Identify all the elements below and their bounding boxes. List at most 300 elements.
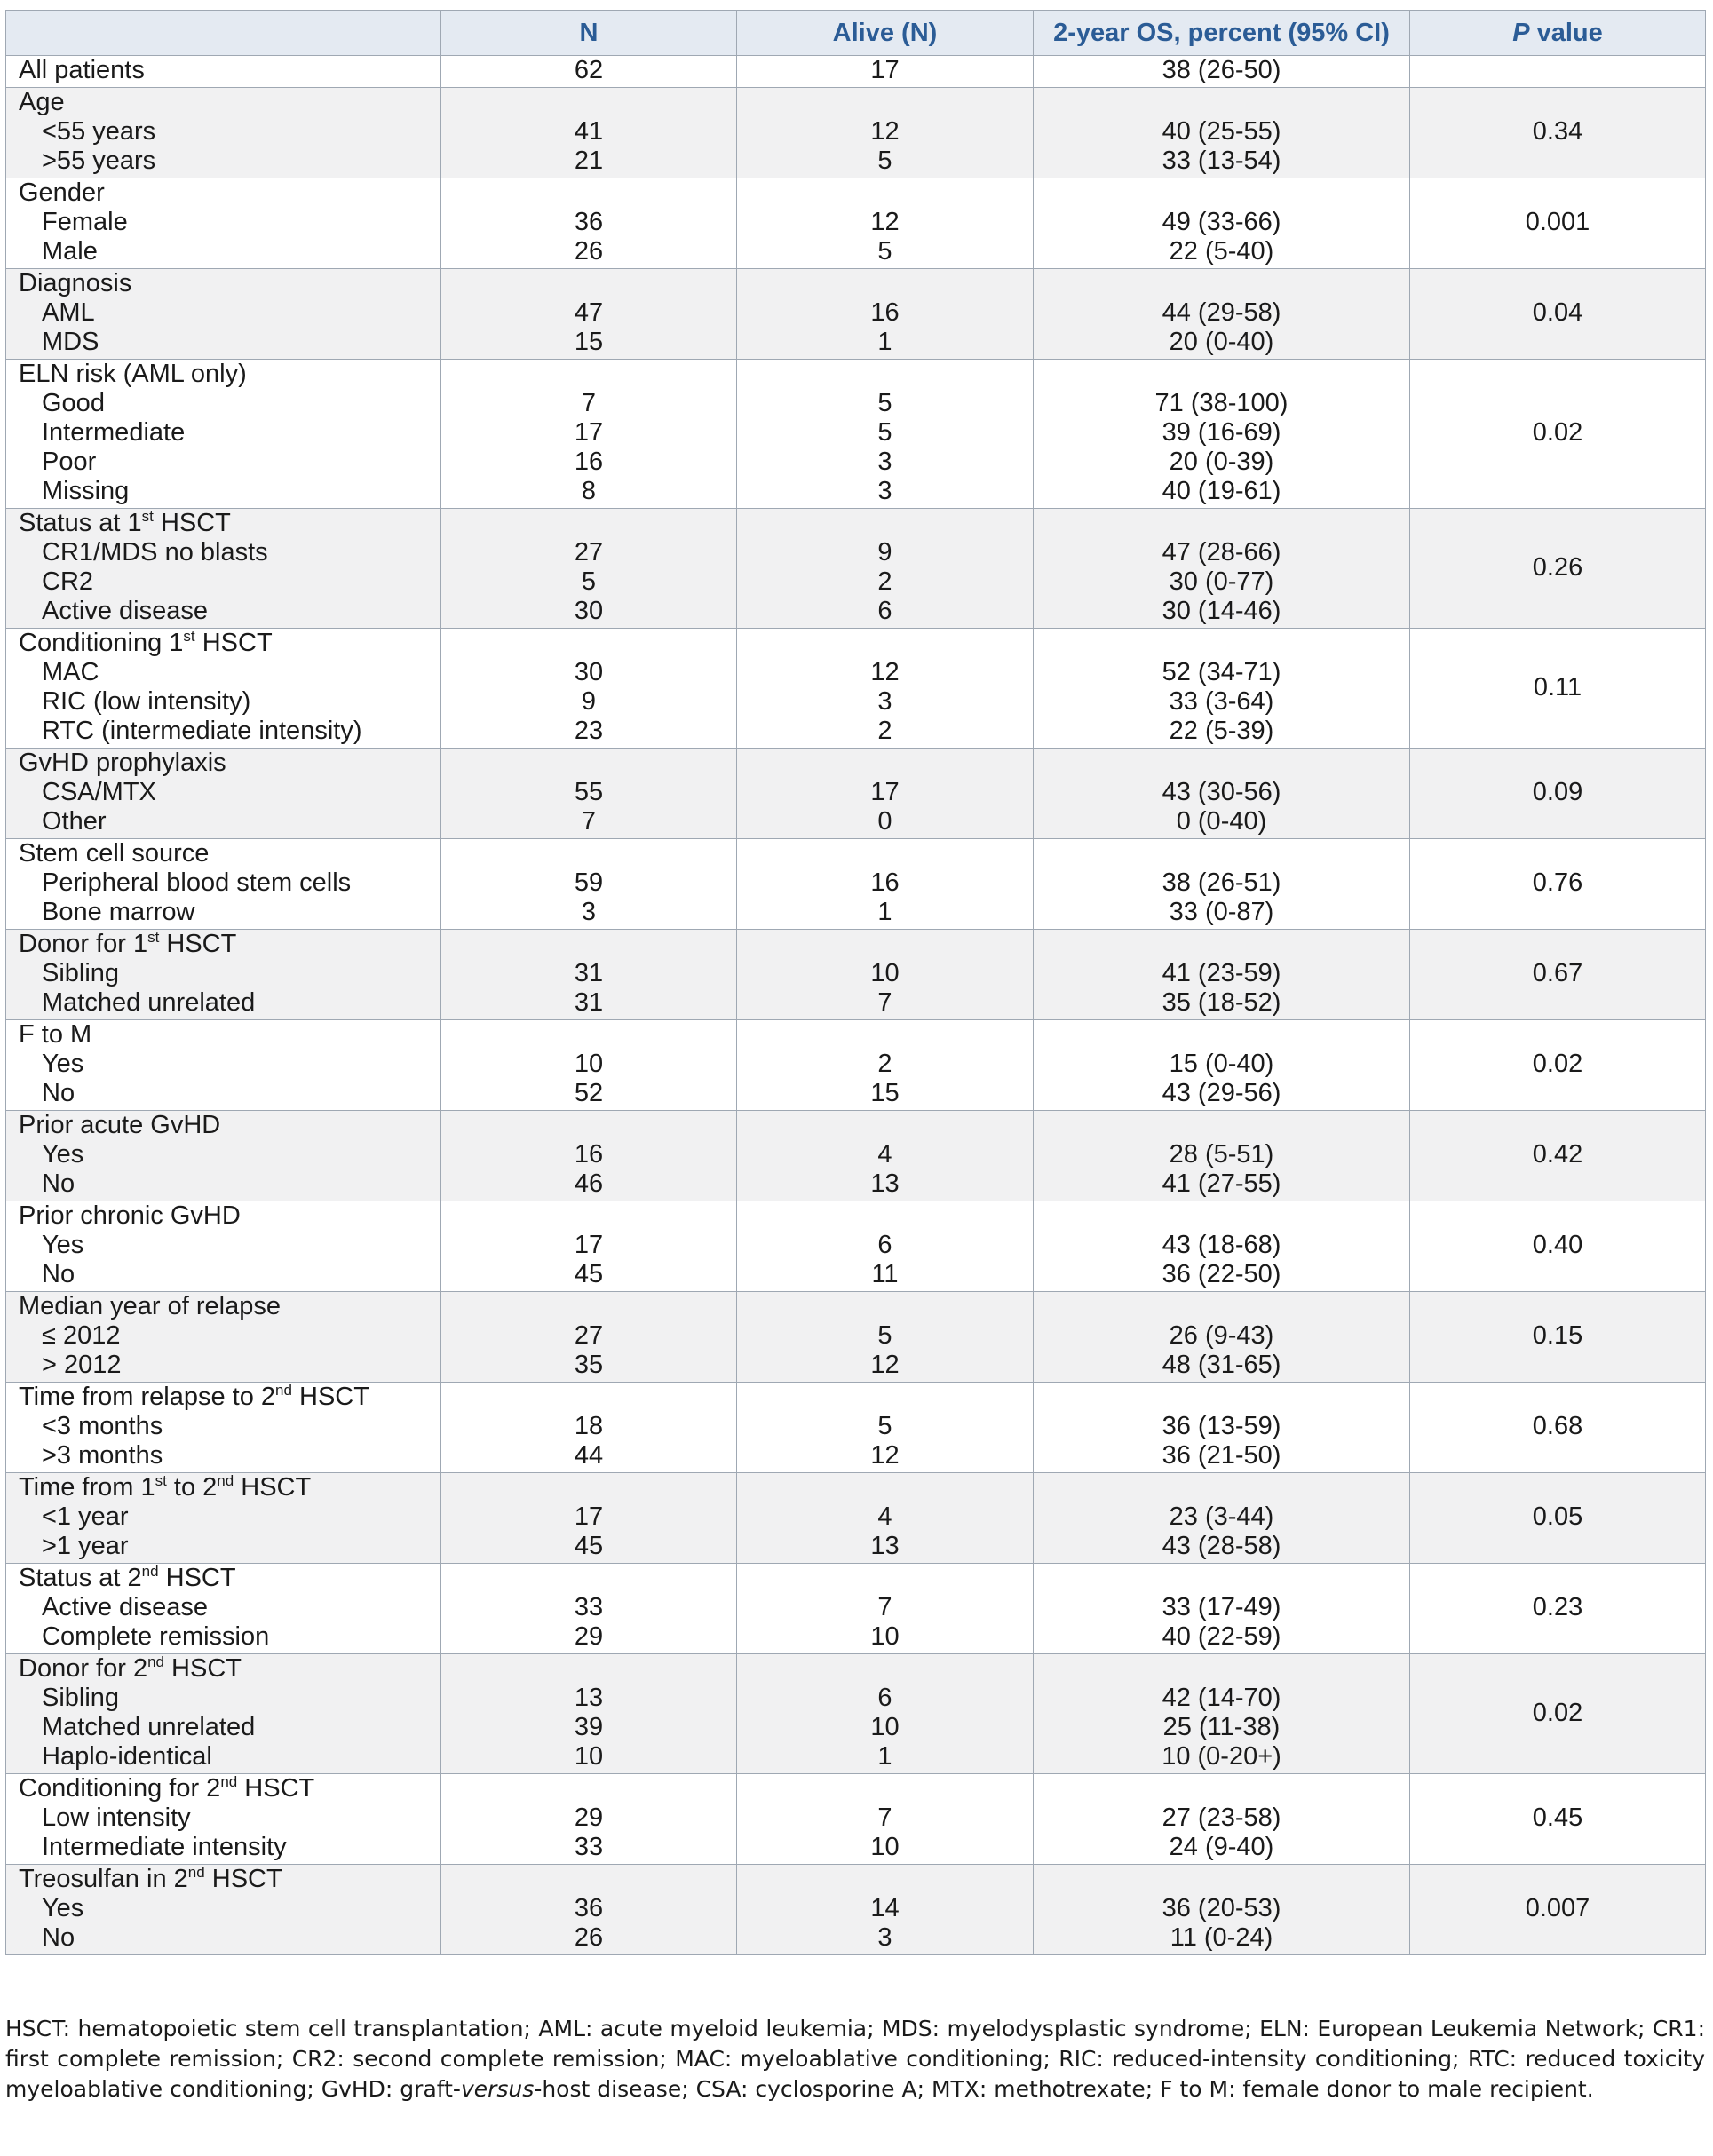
header-variable (6, 11, 441, 56)
alive-cell-value: 6 (877, 1684, 892, 1712)
group-label-text: to 2 (166, 1473, 218, 1502)
row-label-cell (6, 1654, 441, 1774)
footnote-text-a: HSCT: hematopoietic stem cell transplantation; AML: acute myeloid leukemia; MDS: myelodysplastic syndrome; ELN: European Leukemia Network; CR1: first complete remission; CR2: second complete remission; MAC: myeloablative conditioning; RIC: reduced-intensity conditioning; RTC: reduced toxicity myeloablative conditioning; GvHD: graft- (5, 2016, 1705, 2102)
n-cell-value: 27 (574, 1321, 604, 1350)
pvalue: 0.02 (1532, 1050, 1583, 1078)
ordinal-suffix: st (141, 508, 154, 525)
pvalue-cell (1410, 749, 1706, 839)
alive-cell-value: 6 (877, 1231, 892, 1259)
alive-cell-value: 15 (870, 1079, 900, 1107)
spacer (1034, 1564, 1409, 1593)
alive-cell-value: 16 (870, 298, 900, 327)
os-cell-value: 71 (38-100) (1154, 389, 1289, 417)
subgroup-label: CR2 (42, 567, 94, 596)
n-cell-value: 45 (574, 1260, 604, 1288)
pvalue-cell (1410, 178, 1706, 269)
n-cell-value: 3 (581, 898, 597, 926)
footnote-text-b: -host disease; CSA: cyclosporine A; MTX: methotrexate; F to M: female donor to male recipient. (534, 2076, 1594, 2102)
spacer (1034, 509, 1409, 538)
alive-cell-value: 1 (877, 328, 892, 356)
alive-cell (737, 930, 1034, 1020)
os-cell-value: 25 (11-38) (1162, 1713, 1281, 1741)
ordinal-suffix: nd (220, 1773, 238, 1790)
spacer (1034, 839, 1409, 868)
group-label-text: Donor for 1 (19, 930, 148, 958)
pvalue: 0.68 (1532, 1412, 1583, 1440)
subgroup-label: Yes (42, 1140, 84, 1169)
spacer (441, 1020, 736, 1050)
n-cell-value: 35 (574, 1351, 604, 1379)
os-cell (1034, 1654, 1410, 1774)
subgroup-label: Peripheral blood stem cells (42, 868, 352, 897)
spacer (441, 509, 736, 538)
header-n: N (441, 11, 737, 56)
os-cell-value: 43 (30-56) (1162, 778, 1281, 806)
row-label-cell (6, 1865, 441, 1955)
spacer (1034, 1020, 1409, 1050)
os-cell-value: 49 (33-66) (1162, 208, 1281, 236)
row-label-cell (6, 1774, 441, 1865)
os-cell (1034, 1020, 1410, 1111)
spacer (441, 1774, 736, 1803)
pvalue-cell (1410, 88, 1706, 178)
group-label (19, 1774, 440, 1803)
pvalue-cell (1410, 1865, 1706, 1955)
group-label-text: Age (19, 88, 65, 116)
row-label-cell (6, 1383, 441, 1473)
spacer (737, 1865, 1033, 1894)
pvalue: 0.42 (1532, 1140, 1583, 1169)
spacer (1034, 1473, 1409, 1502)
group-label-text: Median year of relapse (19, 1292, 281, 1320)
alive-cell-value: 5 (877, 389, 892, 417)
spacer (1034, 1201, 1409, 1231)
group-label (19, 839, 440, 868)
table-row (6, 1111, 1706, 1201)
n-cell-value: 16 (574, 448, 604, 476)
alive-cell (737, 1654, 1034, 1774)
os-cell-value: 40 (22-59) (1162, 1622, 1281, 1651)
spacer (1034, 269, 1409, 298)
alive-cell-value: 10 (870, 959, 900, 987)
n-cell-value: 9 (581, 687, 597, 716)
subgroup-label: MDS (42, 328, 99, 356)
pvalue-cell (1410, 56, 1706, 88)
n-cell-value: 59 (574, 868, 604, 897)
alive-cell-value: 11 (871, 1260, 899, 1288)
alive-cell-value: 17 (870, 56, 900, 84)
group-label-text: Prior acute GvHD (19, 1111, 221, 1139)
os-cell-value: 33 (0-87) (1169, 898, 1274, 926)
os-cell-value: 33 (17-49) (1162, 1593, 1281, 1621)
spacer (737, 360, 1033, 389)
spacer (441, 1865, 736, 1894)
alive-cell-value: 3 (877, 1923, 892, 1952)
subgroup-label: Intermediate intensity (42, 1833, 287, 1861)
pvalue-cell (1410, 1654, 1706, 1774)
os-cell-value: 33 (13-54) (1162, 147, 1281, 175)
header-pvalue-rest: value (1529, 18, 1603, 47)
row-label-cell (6, 269, 441, 360)
alive-cell (737, 1865, 1034, 1955)
spacer (737, 1654, 1033, 1684)
subgroup-label: RTC (intermediate intensity) (42, 717, 362, 745)
spacer (737, 749, 1033, 778)
group-label (19, 1654, 440, 1684)
alive-cell (737, 1564, 1034, 1654)
n-cell-value: 18 (574, 1412, 604, 1440)
subgroup-label: Intermediate (42, 418, 186, 447)
group-label-text: Status at 1 (19, 509, 142, 537)
os-cell-value: 10 (0-20+) (1162, 1742, 1281, 1771)
os-cell-value: 36 (22-50) (1162, 1260, 1281, 1288)
survival-table (5, 10, 1706, 1955)
pvalue: 0.09 (1532, 778, 1583, 806)
subgroup-label: RIC (low intensity) (42, 687, 251, 716)
pvalue-cell (1410, 269, 1706, 360)
table-row (6, 1473, 1706, 1564)
pvalue: 0.40 (1532, 1231, 1583, 1259)
ordinal-suffix: st (155, 1472, 167, 1489)
os-cell-value: 43 (28-58) (1162, 1532, 1281, 1560)
subgroup-label: Missing (42, 477, 130, 505)
subgroup-label: AML (42, 298, 95, 327)
pvalue-cell (1410, 1111, 1706, 1201)
n-cell (441, 1774, 737, 1865)
n-cell (441, 178, 737, 269)
n-cell (441, 1654, 737, 1774)
table-row (6, 509, 1706, 629)
row-label-cell (6, 360, 441, 509)
pvalue-cell (1410, 1774, 1706, 1865)
os-cell (1034, 178, 1410, 269)
n-cell (441, 930, 737, 1020)
group-label (19, 269, 440, 298)
subgroup-label: Matched unrelated (42, 1713, 256, 1741)
pvalue: 0.15 (1532, 1321, 1583, 1350)
pvalue-cell (1410, 1473, 1706, 1564)
ordinal-suffix: nd (275, 1382, 292, 1399)
os-cell-value: 47 (28-66) (1162, 538, 1281, 567)
n-cell-value: 27 (574, 538, 604, 567)
subgroup-label: Sibling (42, 1684, 120, 1712)
pvalue-cell (1410, 629, 1706, 749)
n-cell-value: 31 (574, 988, 604, 1017)
alive-cell-value: 7 (877, 1803, 892, 1832)
os-cell (1034, 1865, 1410, 1955)
os-cell (1034, 269, 1410, 360)
n-cell-value: 33 (574, 1833, 604, 1861)
spacer (737, 930, 1033, 959)
pvalue: 0.76 (1532, 868, 1583, 897)
os-cell (1034, 509, 1410, 629)
alive-cell-value: 3 (877, 477, 892, 505)
alive-cell-value: 5 (877, 147, 892, 175)
n-cell-value: 17 (574, 418, 604, 447)
spacer (1034, 1774, 1409, 1803)
spacer (1034, 360, 1409, 389)
subgroup-label: CR1/MDS no blasts (42, 538, 268, 567)
spacer (737, 1020, 1033, 1050)
n-cell (441, 1473, 737, 1564)
n-cell (441, 1111, 737, 1201)
group-label (19, 509, 440, 538)
n-cell-value: 52 (574, 1079, 604, 1107)
spacer (1034, 1865, 1409, 1894)
n-cell (441, 88, 737, 178)
spacer (441, 1473, 736, 1502)
alive-cell-value: 7 (877, 988, 892, 1017)
group-label-text: Conditioning for 2 (19, 1774, 221, 1803)
alive-cell-value: 17 (870, 778, 900, 806)
group-label-text: HSCT (234, 1473, 312, 1502)
subgroup-label: Haplo-identical (42, 1742, 212, 1771)
n-cell-value: 13 (574, 1684, 604, 1712)
pvalue: 0.04 (1532, 298, 1583, 327)
spacer (1034, 749, 1409, 778)
group-label-text: Time from 1 (19, 1473, 155, 1502)
subgroup-label: Yes (42, 1231, 84, 1259)
pvalue-cell (1410, 1201, 1706, 1292)
alive-cell-value: 4 (877, 1140, 892, 1169)
os-cell-value: 40 (19-61) (1162, 477, 1281, 505)
group-label-text: HSCT (237, 1774, 315, 1803)
table-row (6, 56, 1706, 88)
group-label-text: F to M (19, 1020, 92, 1049)
subgroup-label: Matched unrelated (42, 988, 256, 1017)
os-cell-value: 15 (0-40) (1169, 1050, 1274, 1078)
subgroup-label: MAC (42, 658, 99, 686)
n-cell-value: 16 (574, 1140, 604, 1169)
table-row (6, 839, 1706, 930)
table-container (5, 10, 1705, 1955)
alive-cell (737, 1111, 1034, 1201)
subgroup-label: Female (42, 208, 128, 236)
table-row (6, 1564, 1706, 1654)
group-label (19, 88, 440, 117)
os-cell (1034, 360, 1410, 509)
spacer (441, 269, 736, 298)
spacer (441, 1111, 736, 1140)
table-row (6, 1654, 1706, 1774)
n-cell-value: 7 (581, 389, 597, 417)
ordinal-suffix: nd (147, 1653, 164, 1670)
spacer (737, 509, 1033, 538)
group-label (19, 56, 440, 85)
alive-cell-value: 10 (870, 1622, 900, 1651)
row-label-cell (6, 56, 441, 88)
group-label (19, 1020, 440, 1050)
subgroup-label: Yes (42, 1050, 84, 1078)
group-label-text: HSCT (291, 1383, 369, 1411)
pvalue: 0.05 (1532, 1502, 1583, 1531)
os-cell-value: 39 (16-69) (1162, 418, 1281, 447)
n-cell-value: 7 (581, 807, 597, 836)
row-label-cell (6, 178, 441, 269)
os-cell-value: 20 (0-39) (1169, 448, 1274, 476)
table-row (6, 88, 1706, 178)
group-label-text: Stem cell source (19, 839, 210, 868)
os-cell-value: 22 (5-39) (1169, 717, 1274, 745)
pvalue-cell (1410, 1292, 1706, 1383)
alive-cell-value: 4 (877, 1502, 892, 1531)
spacer (737, 1564, 1033, 1593)
ordinal-suffix: nd (187, 1864, 205, 1881)
n-cell (441, 1292, 737, 1383)
alive-cell-value: 12 (870, 658, 900, 686)
pvalue-cell (1410, 1383, 1706, 1473)
pvalue: 0.34 (1532, 117, 1583, 146)
n-cell-value: 17 (574, 1231, 604, 1259)
alive-cell-value: 2 (877, 717, 892, 745)
subgroup-label: <1 year (42, 1502, 129, 1531)
spacer (1034, 178, 1409, 208)
row-label-cell (6, 629, 441, 749)
subgroup-label: Active disease (42, 1593, 208, 1621)
spacer (737, 1774, 1033, 1803)
n-cell (441, 360, 737, 509)
n-cell-value: 36 (574, 1894, 604, 1922)
pvalue: 0.26 (1532, 552, 1583, 582)
pvalue: 0.001 (1525, 208, 1590, 236)
group-label (19, 749, 440, 778)
spacer (441, 629, 736, 658)
alive-cell-value: 2 (877, 1050, 892, 1078)
spacer (441, 1292, 736, 1321)
alive-cell (737, 269, 1034, 360)
group-label-text: Diagnosis (19, 269, 132, 297)
spacer (441, 88, 736, 117)
n-cell-value: 44 (574, 1441, 604, 1470)
alive-cell-value: 10 (870, 1713, 900, 1741)
pvalue-cell (1410, 1564, 1706, 1654)
spacer (1034, 1111, 1409, 1140)
spacer (441, 360, 736, 389)
alive-cell-value: 14 (870, 1894, 900, 1922)
alive-cell (737, 1473, 1034, 1564)
group-label-text: HSCT (159, 930, 237, 958)
table-row (6, 1020, 1706, 1111)
os-cell (1034, 1292, 1410, 1383)
alive-cell-value: 3 (877, 687, 892, 716)
pvalue-cell (1410, 360, 1706, 509)
alive-cell-value: 5 (877, 1321, 892, 1350)
group-label (19, 1473, 440, 1502)
os-cell (1034, 629, 1410, 749)
n-cell-value: 21 (574, 147, 604, 175)
table-footnote (5, 2014, 1705, 2104)
alive-cell-value: 12 (870, 208, 900, 236)
subgroup-label: > 2012 (42, 1351, 122, 1379)
spacer (737, 88, 1033, 117)
n-cell-value: 29 (574, 1803, 604, 1832)
pvalue-cell (1410, 930, 1706, 1020)
alive-cell (737, 839, 1034, 930)
alive-cell (737, 1201, 1034, 1292)
spacer (737, 1201, 1033, 1231)
spacer (1034, 1383, 1409, 1412)
group-label-text: Gender (19, 178, 105, 207)
alive-cell (737, 56, 1034, 88)
group-label-text: Prior chronic GvHD (19, 1201, 241, 1230)
os-cell-value: 23 (3-44) (1169, 1502, 1274, 1531)
spacer (1034, 1654, 1409, 1684)
os-cell-value: 41 (23-59) (1162, 959, 1281, 987)
subgroup-label: Yes (42, 1894, 84, 1922)
group-label-text: HSCT (194, 629, 273, 657)
row-label-cell (6, 1473, 441, 1564)
spacer (1034, 1292, 1409, 1321)
n-cell-value: 10 (574, 1050, 604, 1078)
n-cell-value: 47 (574, 298, 604, 327)
spacer (441, 178, 736, 208)
alive-cell (737, 1383, 1034, 1473)
n-cell (441, 56, 737, 88)
n-cell-value: 30 (574, 597, 604, 625)
alive-cell (737, 88, 1034, 178)
n-cell-value: 26 (574, 237, 604, 266)
spacer (441, 749, 736, 778)
os-cell (1034, 749, 1410, 839)
n-cell (441, 629, 737, 749)
alive-cell (737, 360, 1034, 509)
alive-cell-value: 3 (877, 448, 892, 476)
header-alive: Alive (N) (737, 11, 1034, 56)
group-label (19, 1292, 440, 1321)
group-label-text: Conditioning 1 (19, 629, 184, 657)
subgroup-label: No (42, 1923, 75, 1952)
os-cell-value: 38 (26-50) (1162, 56, 1281, 84)
alive-cell-value: 13 (870, 1169, 900, 1198)
os-cell-value: 36 (20-53) (1162, 1894, 1281, 1922)
subgroup-label: CSA/MTX (42, 778, 156, 806)
alive-cell (737, 1774, 1034, 1865)
n-cell (441, 1865, 737, 1955)
group-label (19, 1201, 440, 1231)
subgroup-label: Sibling (42, 959, 120, 987)
n-cell-value: 26 (574, 1923, 604, 1952)
table-row (6, 1292, 1706, 1383)
subgroup-label: >3 months (42, 1441, 163, 1470)
alive-cell (737, 1292, 1034, 1383)
pvalue-cell (1410, 509, 1706, 629)
os-cell-value: 26 (9-43) (1169, 1321, 1274, 1350)
subgroup-label: <3 months (42, 1412, 163, 1440)
n-cell-value: 45 (574, 1532, 604, 1560)
os-cell-value: 43 (29-56) (1162, 1079, 1281, 1107)
n-cell (441, 749, 737, 839)
row-label-cell (6, 88, 441, 178)
n-cell-value: 31 (574, 959, 604, 987)
os-cell-value: 22 (5-40) (1169, 237, 1274, 266)
n-cell-value: 23 (574, 717, 604, 745)
group-label-text: GvHD prophylaxis (19, 749, 226, 777)
group-label-text: HSCT (153, 509, 231, 537)
table-row (6, 1201, 1706, 1292)
pvalue: 0.02 (1532, 1698, 1583, 1727)
spacer (441, 1383, 736, 1412)
os-cell-value: 27 (23-58) (1162, 1803, 1281, 1832)
n-cell-value: 36 (574, 208, 604, 236)
alive-cell-value: 9 (877, 538, 892, 567)
os-cell-value: 11 (0-24) (1170, 1923, 1273, 1952)
group-label (19, 360, 440, 389)
n-cell-value: 41 (574, 117, 604, 146)
pvalue: 0.67 (1532, 959, 1583, 987)
alive-cell (737, 509, 1034, 629)
os-cell (1034, 839, 1410, 930)
spacer (737, 1111, 1033, 1140)
